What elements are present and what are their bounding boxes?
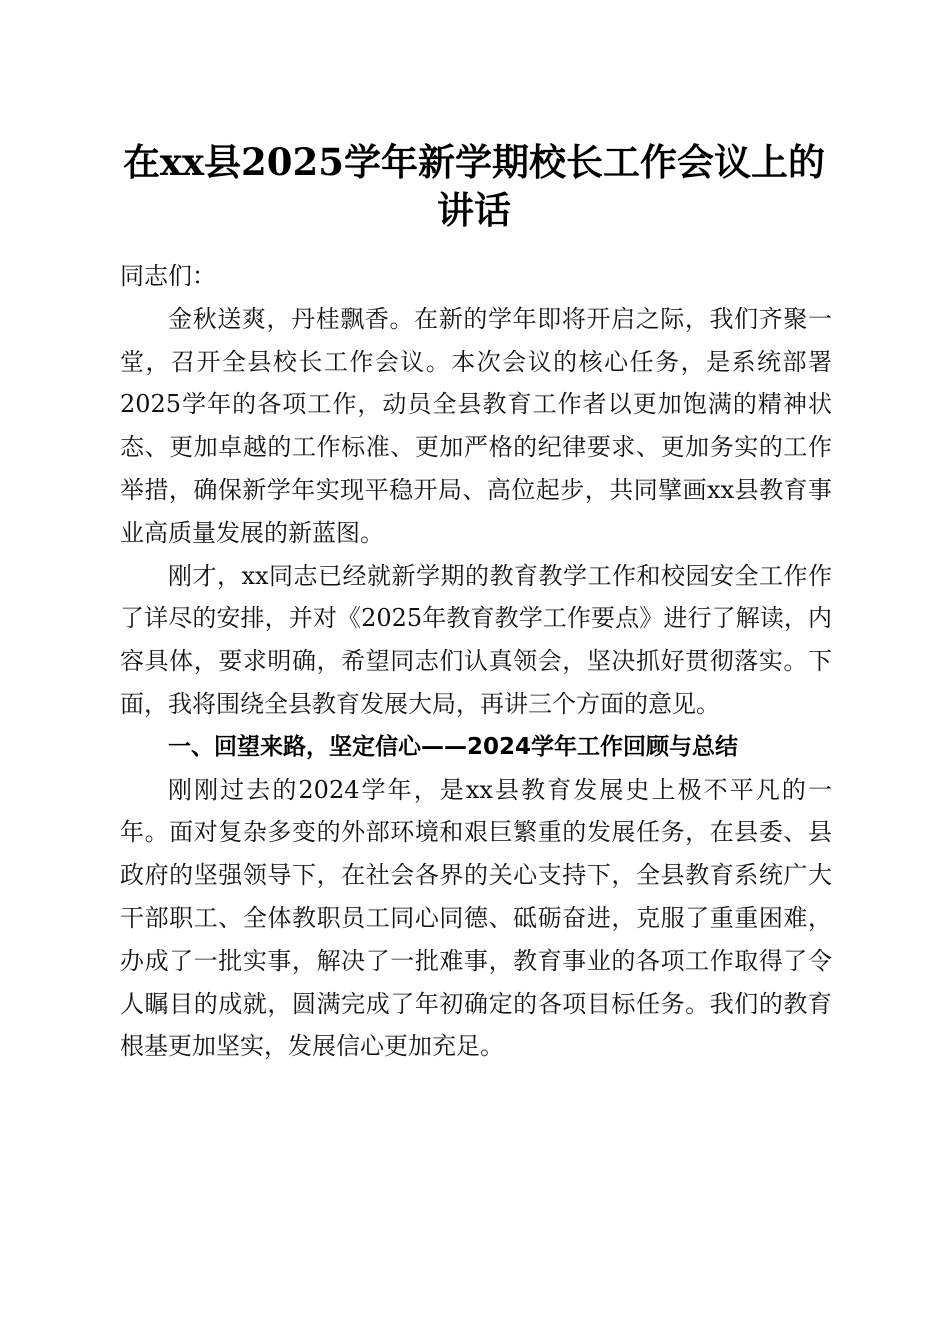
document-body <box>120 255 832 1068</box>
introduction-paragraph: 刚才，xx同志已经就新学期的教育教学工作和校园安全工作作了详尽的安排，并对《2025年教育教学工作要点》进行了解读，内容具体，要求明确，希望同志们认真领会，坚决抓好贯彻落实。下面，我将围绕全县教育发展大局，再讲三个方面的意见。 <box>120 561 832 718</box>
section-paragraph: 刚刚过去的2024学年，是xx县教育发展史上极不平凡的一年。面对复杂多变的外部环境和艰巨繁重的发展任务，在县委、县政府的坚强领导下，在社会各界的关心支持下，全县教育系统广大干部职工、全体教职员工同心同德、砥砺奋进，克服了重重困难，办成了一批实事，解决了一批难事，教育事业的各项工作取得了令人瞩目的成就，圆满完成了年初确定的各项目标任务。我们的教育根基更加坚实，发展信心更加充足。 <box>120 775 832 1061</box>
opening-paragraph: 金秋送爽，丹桂飘香。在新的学年即将开启之际，我们齐聚一堂，召开全县校长工作会议。本次会议的核心任务，是系统部署2025学年的各项工作，动员全县教育工作者以更加饱满的精神状态、更加卓越的工作标准、更加严格的纪律要求、更加务实的工作举措，确保新学年实现平稳开局、高位起步，共同擘画xx县教育事业高质量发展的新蓝图。 <box>120 304 832 547</box>
document-title: 在xx县2025学年新学期校长工作会议上的讲话 <box>122 140 826 232</box>
section-heading: 一、回望来路，坚定信心——2024学年工作回顾与总结 <box>168 733 739 760</box>
salutation: 同志们： <box>120 262 216 290</box>
